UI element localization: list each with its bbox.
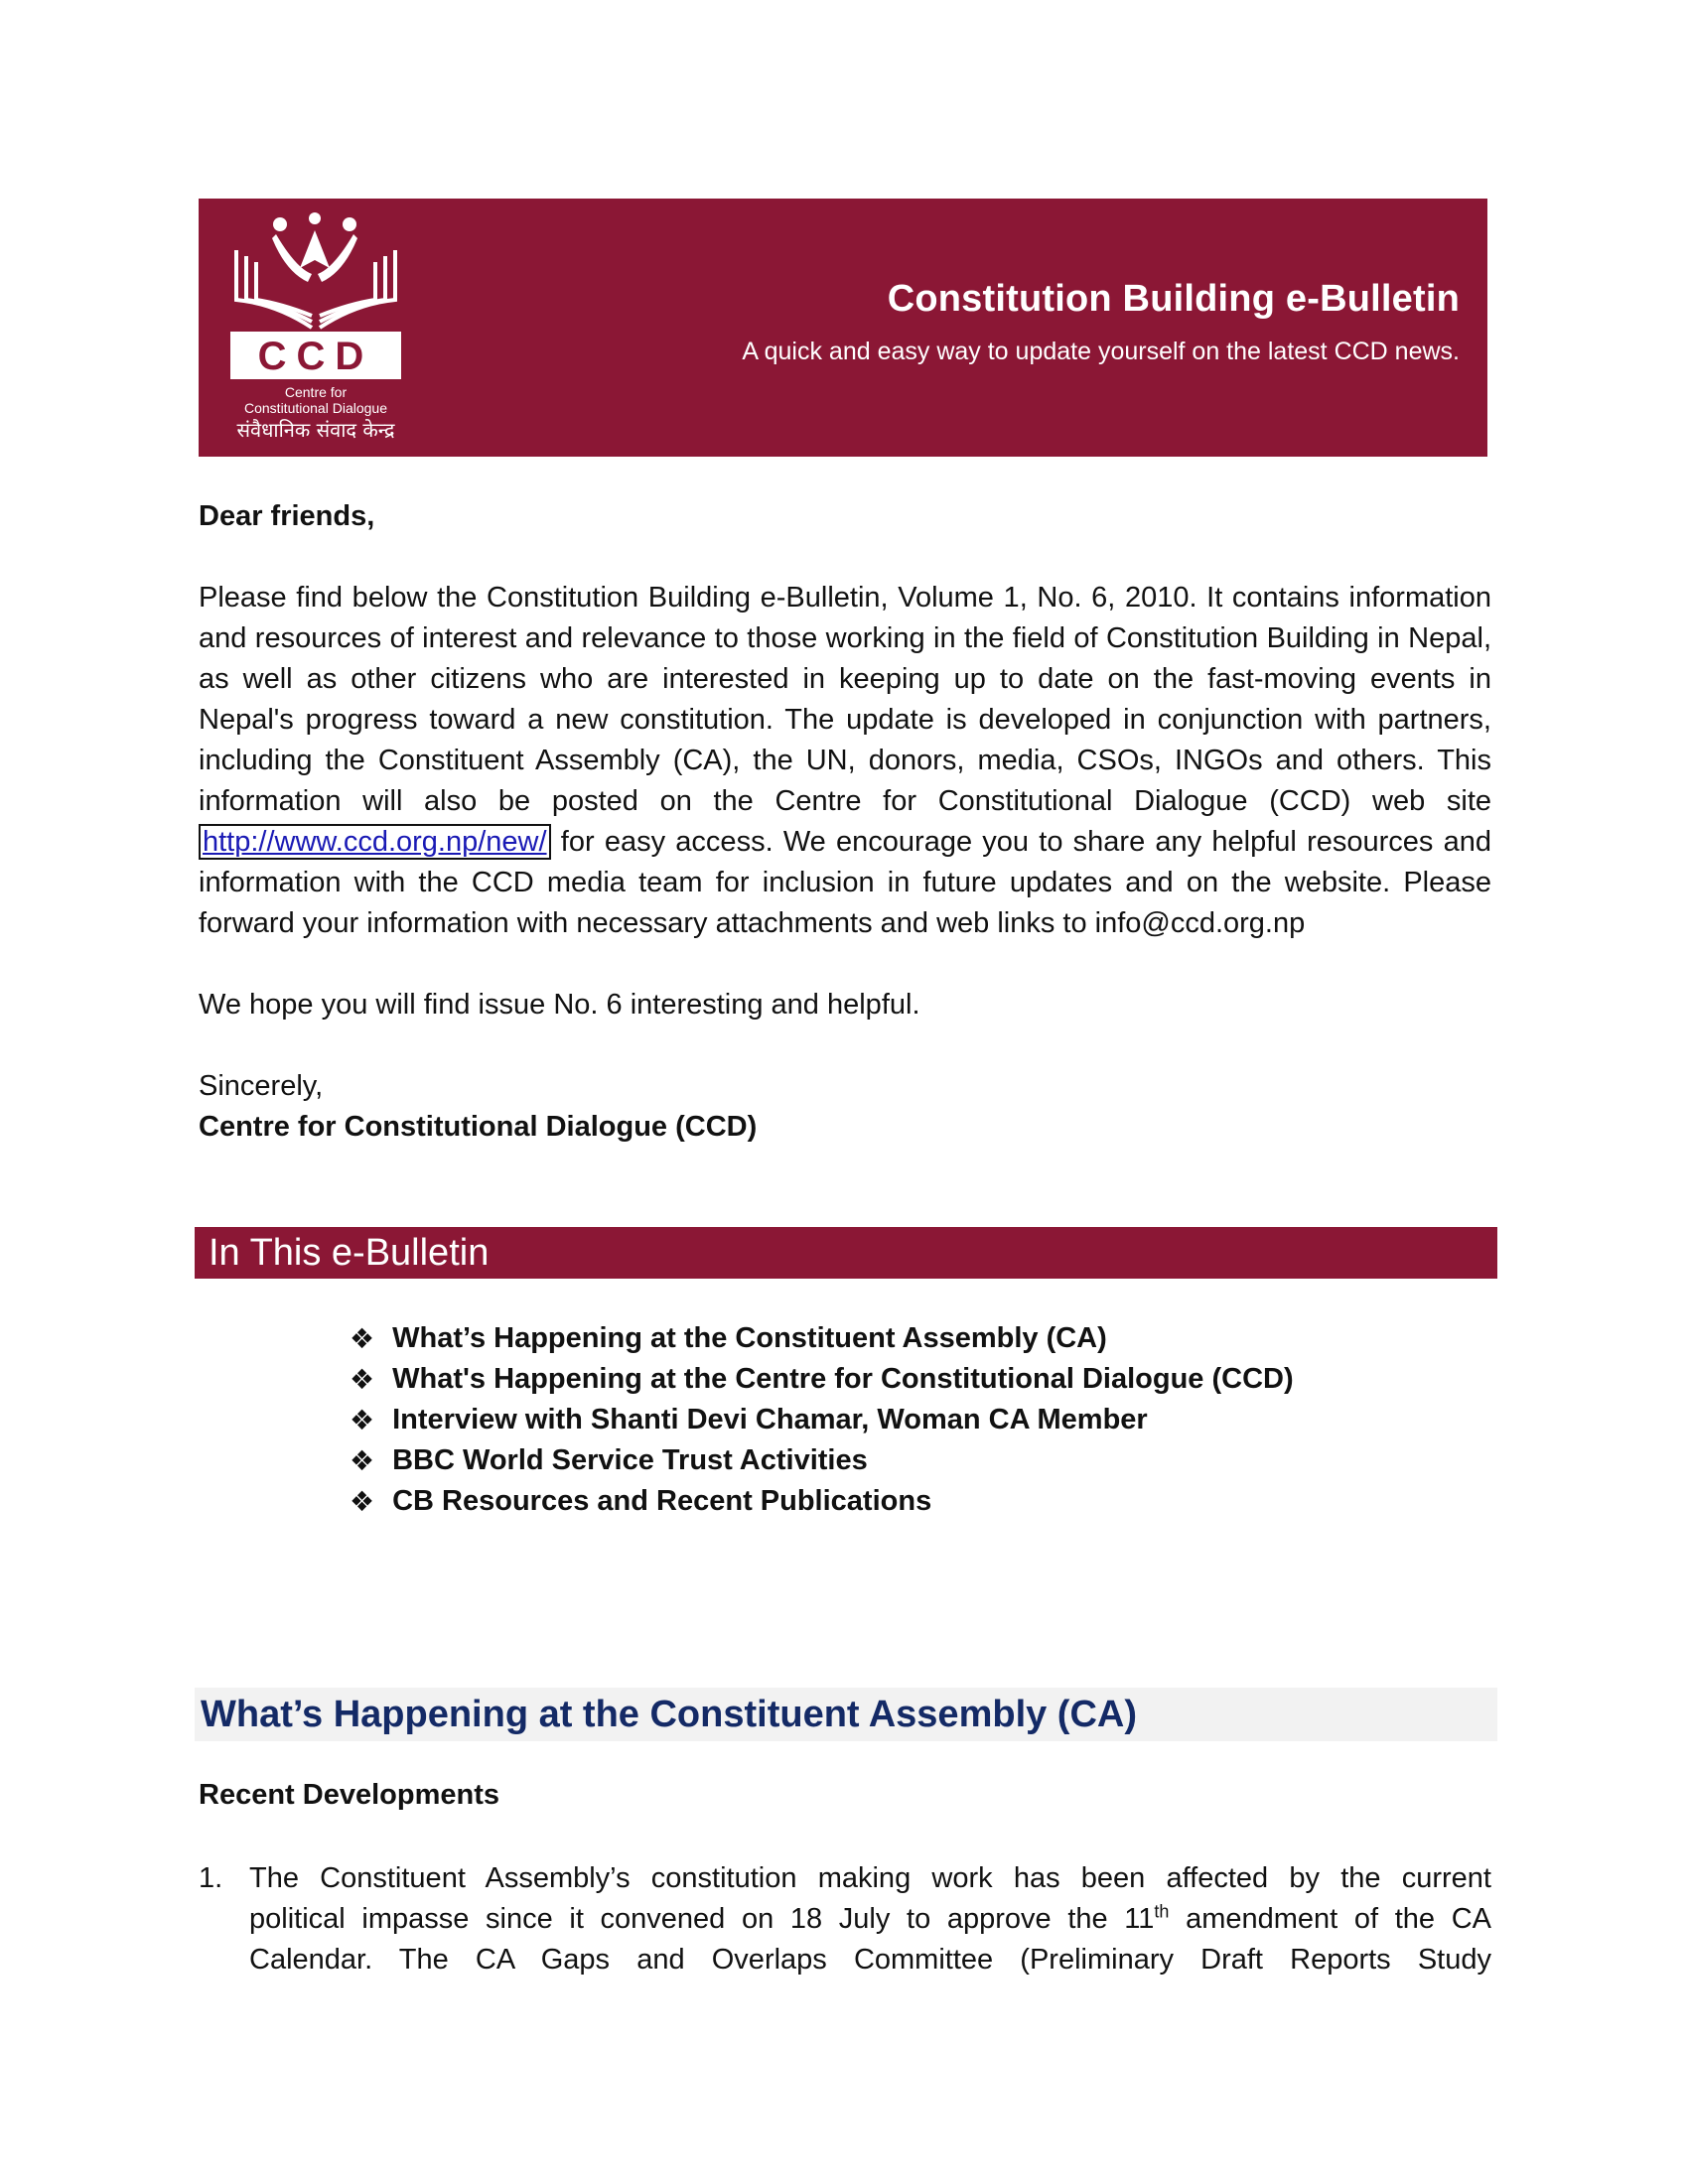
toc-item-label: What’s Happening at the Constituent Assembly (CA) bbox=[392, 1322, 1107, 1354]
letter-body bbox=[199, 496, 1491, 1148]
signature: Centre for Constitutional Dialogue (CCD) bbox=[199, 1111, 758, 1143]
hope-paragraph: We hope you will find issue No. 6 interesting and helpful. bbox=[199, 989, 920, 1021]
intro-paragraph bbox=[199, 578, 1491, 944]
toc-item[interactable] bbox=[350, 1481, 1294, 1522]
list-item-line: Calendar. The CA Gaps and Overlaps Committee (Preliminary Draft Reports Study bbox=[249, 1944, 1491, 1976]
banner-subtitle: A quick and easy way to update yourself on the latest CCD news. bbox=[742, 338, 1460, 365]
ccd-website-link[interactable]: http://www.ccd.org.np/new/ bbox=[199, 824, 551, 860]
superscript: th bbox=[1154, 1901, 1170, 1922]
list-item-line bbox=[249, 1899, 1491, 1940]
toc-item-label: CB Resources and Recent Publications bbox=[392, 1485, 932, 1517]
toc-list bbox=[350, 1318, 1294, 1522]
logo-line2: Constitutional Dialogue bbox=[244, 400, 387, 416]
intro-text-end: for easy access. We encourage you to share any helpful resources and information with the CCD media team for inclusion in future updates and on the website. Please forward your information with necessary attachments and web links to info@ccd.org.np bbox=[199, 826, 1491, 939]
toc-item[interactable] bbox=[350, 1440, 1294, 1481]
toc-item[interactable] bbox=[350, 1318, 1294, 1359]
toc-item[interactable] bbox=[350, 1400, 1294, 1440]
diamond-bullet-icon: ❖ bbox=[350, 1486, 375, 1517]
sign-off: Sincerely, bbox=[199, 1070, 324, 1102]
list-item-text bbox=[249, 1858, 1491, 1980]
diamond-bullet-icon: ❖ bbox=[350, 1405, 375, 1435]
ccd-logo bbox=[216, 208, 415, 443]
list-item-line-text: amendment of the CA bbox=[1169, 1903, 1491, 1935]
section-heading-ca: What’s Happening at the Constituent Assembly (CA) bbox=[195, 1688, 1497, 1741]
list-item-line: The Constituent Assembly’s constitution making work has been affected by the current bbox=[249, 1862, 1491, 1894]
diamond-bullet-icon: ❖ bbox=[350, 1445, 375, 1476]
toc-item-label: What's Happening at the Centre for Constitutional Dialogue (CCD) bbox=[392, 1363, 1294, 1395]
list-number: 1. bbox=[199, 1862, 223, 1894]
toc-heading: In This e-Bulletin bbox=[195, 1227, 1497, 1279]
logo-line3: संवैधानिक संवाद केन्द्र bbox=[236, 418, 395, 442]
toc-item-label: Interview with Shanti Devi Chamar, Woman CA Member bbox=[392, 1404, 1148, 1435]
toc-item-label: BBC World Service Trust Activities bbox=[392, 1444, 868, 1476]
subheading-recent-developments: Recent Developments bbox=[199, 1779, 499, 1811]
logo-acronym: CCD bbox=[257, 335, 374, 378]
diamond-bullet-icon: ❖ bbox=[350, 1323, 375, 1354]
intro-text-start: Please find below the Constitution Building e-Bulletin, Volume 1, No. 6, 2010. It contains information and resources of interest and relevance to those working in the field of Constitution Building in Nepal, as well as other citizens who are interested in keeping up to date on the fast-moving events in Nepal's progress toward a new constitution. The update is developed in conjunction with partners, including the Constituent Assembly (CA), the UN, donors, media, CSOs, INGOs and others. This information will also be posted on the Centre for Constitutional Dialogue (CCD) web site bbox=[199, 582, 1491, 817]
numbered-list bbox=[199, 1858, 1491, 1981]
list-item-line-text: political impasse since it convened on 18 July to approve the 11 bbox=[249, 1903, 1155, 1935]
toc-item[interactable] bbox=[350, 1359, 1294, 1400]
diamond-bullet-icon: ❖ bbox=[350, 1364, 375, 1395]
greeting: Dear friends, bbox=[199, 500, 375, 532]
logo-line1: Centre for bbox=[284, 384, 348, 400]
header-banner bbox=[199, 199, 1487, 457]
banner-title: Constitution Building e-Bulletin bbox=[887, 278, 1460, 320]
